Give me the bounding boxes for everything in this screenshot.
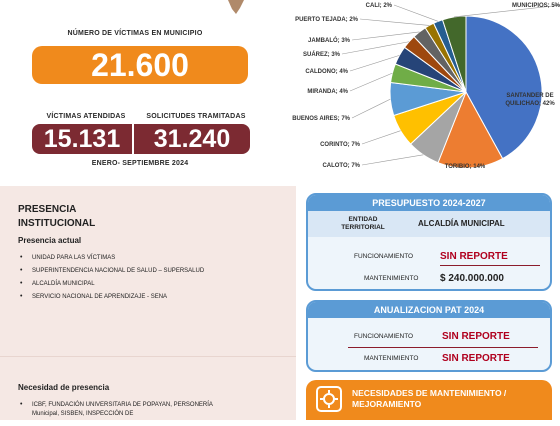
budget-entity-row (308, 211, 550, 237)
pie-slice-label: PUERTO TEJADA; 2% (295, 17, 358, 23)
pie-slice-label: CORINTO; 7% (320, 142, 360, 148)
budget-mant-label: MANTENIMIENTO (364, 275, 419, 282)
budget-mant-value: $ 240.000.000 (440, 273, 504, 284)
list-item: • UNIDAD PARA LAS VÍCTIMAS (18, 255, 288, 261)
pie-slice-label: TORIBIO; 14% (444, 164, 486, 170)
pie-leader-line (362, 131, 401, 144)
pie-slice-label: SANTANDER DE QUILICHAO; 42% (505, 93, 555, 107)
divider (0, 356, 296, 357)
divider (348, 347, 538, 348)
presence-current-label: Presencia actual (18, 236, 82, 245)
pie-slice-label: JAMBALÓ; 3% (307, 38, 350, 44)
pie-leader-line (394, 5, 438, 21)
attended-label: VÍCTIMAS ATENDIDAS (46, 113, 126, 120)
pie-leader-line (350, 73, 392, 91)
budget-card (306, 193, 552, 291)
pie-slice-label: CALOTO; 7% (322, 163, 360, 169)
victims-count-value: 21.600 (32, 46, 248, 84)
presence-current-list (18, 255, 288, 307)
entity-label: ENTIDAD TERRITORIAL (341, 216, 385, 231)
pat-title: ANUALIZACION PAT 2024 (308, 302, 550, 318)
requests-label: SOLICITUDES TRAMITADAS (146, 113, 246, 120)
pie-slice-label: CALI; 2% (365, 3, 392, 9)
needs-title: NECESIDADES DE MANTENIMIENTO / MEJORAMIENTO (352, 388, 507, 409)
pie-slice-label: MUNICIPIOS; 5% (511, 3, 560, 9)
tools-icon (316, 386, 342, 412)
pat-mant-label: MANTENIMIENTO (364, 355, 419, 362)
map-fragment (228, 0, 244, 14)
pat-card (306, 300, 552, 372)
pie-leader-line (362, 155, 423, 165)
presence-title: PRESENCIA INSTITUCIONAL (18, 204, 96, 229)
presence-need-label: Necesidad de presencia (18, 383, 110, 392)
requests-value: 31.240 (134, 124, 250, 154)
pie-leader-line (342, 42, 409, 54)
attended-value: 15.131 (32, 124, 132, 154)
pie-slice-label: MIRANDA; 4% (307, 89, 348, 95)
budget-func-label: FUNCIONAMIENTO (354, 253, 414, 260)
victims-count-label: NÚMERO DE VÍCTIMAS EN MUNICIPIO (67, 30, 203, 37)
pie-leader-line (350, 55, 399, 71)
pie-leader-line (352, 99, 390, 118)
budget-func-value: SIN REPORTE (440, 251, 508, 262)
divider (440, 265, 540, 266)
budget-title: PRESUPUESTO 2024-2027 (308, 195, 550, 211)
pie-leader-line (352, 32, 419, 40)
entity-value: ALCALDÍA MUNICIPAL (418, 219, 505, 228)
needs-card (306, 380, 552, 420)
presence-need-list (18, 401, 218, 426)
period-label: ENERO- SEPTIEMBRE 2024 (91, 160, 189, 167)
pat-mant-value: SIN REPORTE (442, 353, 510, 364)
municipality-pie-chart (260, 0, 560, 185)
list-item: • SUPERINTENDENCIA NACIONAL DE SALUD – SUPERSALUD (18, 268, 288, 274)
pie-slice-label: CALDONO; 4% (305, 69, 348, 75)
pie-slice-label: SUÁREZ; 3% (302, 52, 340, 58)
list-item: • SERVICIO NACIONAL DE APRENDIZAJE - SENA (18, 294, 288, 300)
list-item: • ICBF, FUNDACIÓN UNIVERSITARIA DE POPAYAN, PERSONERÍA Municipal, SISBEN, INSPECCIÓN DE (18, 401, 218, 419)
list-item: • ALCALDÍA MUNICIPAL (18, 281, 288, 287)
pie-leader-line (360, 19, 429, 25)
pie-slice-label: BUENOS AIRES; 7% (292, 116, 350, 122)
pat-func-value: SIN REPORTE (442, 331, 510, 342)
pat-func-label: FUNCIONAMIENTO (354, 333, 414, 340)
